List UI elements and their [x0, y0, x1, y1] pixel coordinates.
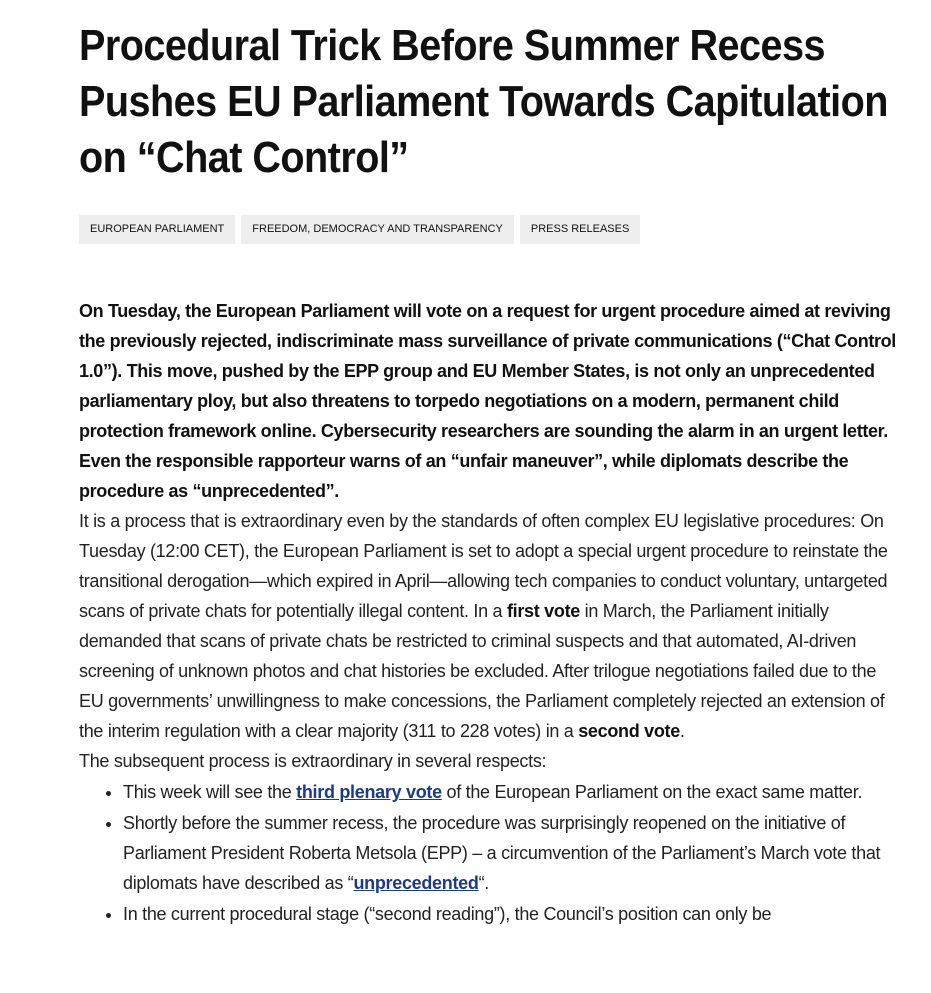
article: [79, 18, 901, 930]
paragraph-text: .: [679, 721, 685, 741]
tag-freedom-democracy-transparency[interactable]: FREEDOM, DEMOCRACY AND TRANSPARENCY: [241, 215, 514, 244]
third-plenary-vote-link[interactable]: third plenary vote: [296, 782, 442, 802]
bullet-text: of the European Parliament on the exact same matter.: [441, 782, 863, 802]
body-paragraph-1: [79, 506, 901, 746]
paragraph-text: It is a process that is extraordinary even by the standards of often complex EU legislative procedures: On Tuesday (12:00 CET), the European Parliament is set to adopt a special urgent procedure to reinstate the transitional derogation—which expired in April—allowing tech companies to conduct voluntary, untargeted scans of private chats for potentially illegal content. In a: [79, 511, 888, 621]
body-paragraph-2: The subsequent process is extraordinary in several respects:: [79, 751, 547, 771]
emphasis-first-vote: first vote: [506, 601, 580, 621]
bullet-text: “.: [478, 873, 489, 893]
bullet-list: [79, 777, 901, 929]
bullet-item: [123, 777, 901, 807]
emphasis-second-vote: second vote: [578, 721, 680, 741]
article-lead: On Tuesday, the European Parliament will vote on a request for urgent procedure aimed at reviving the previously rejected, indiscriminate mass surveillance of private communications (“Chat Control 1.0”). This move, pushed by the EPP group and EU Member States, is not only an unprecedented parliamentary ploy, but also threatens to torpedo negotiations on a modern, permanent child protection framework online. Cybersecurity researchers are sounding the alarm in an urgent letter. Even the responsible rapporteur warns of an “unfair maneuver”, while diplomats describe the procedure as “unprecedented”.: [79, 301, 896, 501]
tag-press-releases[interactable]: PRESS RELEASES: [520, 215, 640, 244]
unprecedented-link[interactable]: unprecedented: [353, 873, 479, 893]
article-title: Procedural Trick Before Summer Recess Pushes EU Parliament Towards Capitulation on “Chat Control”: [79, 21, 888, 182]
bullet-text: In the current procedural stage (“second reading”), the Council’s position can only be: [123, 904, 772, 924]
paragraph-text: in March, the Parliament initially demanded that scans of private chats be restricted to criminal suspects and that automated, AI-driven screening of unknown photos and chat histories be excluded. After trilogue negotiations failed due to the EU governments’ unwillingness to make concessions, the Parliament completely rejected an extension of the interim regulation with a clear majority (311 to 228 votes) in a: [79, 601, 885, 741]
bullet-text: Shortly before the summer recess, the procedure was surprisingly reopened on the initiative of Parliament President Roberta Metsola (EPP) – a circumvention of the Parliament’s March vote that diplomats have described as “: [123, 813, 881, 893]
tag-list: [79, 215, 901, 244]
bullet-item: [123, 808, 901, 898]
bullet-item: [123, 899, 901, 929]
tag-european-parliament[interactable]: EUROPEAN PARLIAMENT: [79, 215, 235, 244]
bullet-text: This week will see the: [123, 782, 297, 802]
